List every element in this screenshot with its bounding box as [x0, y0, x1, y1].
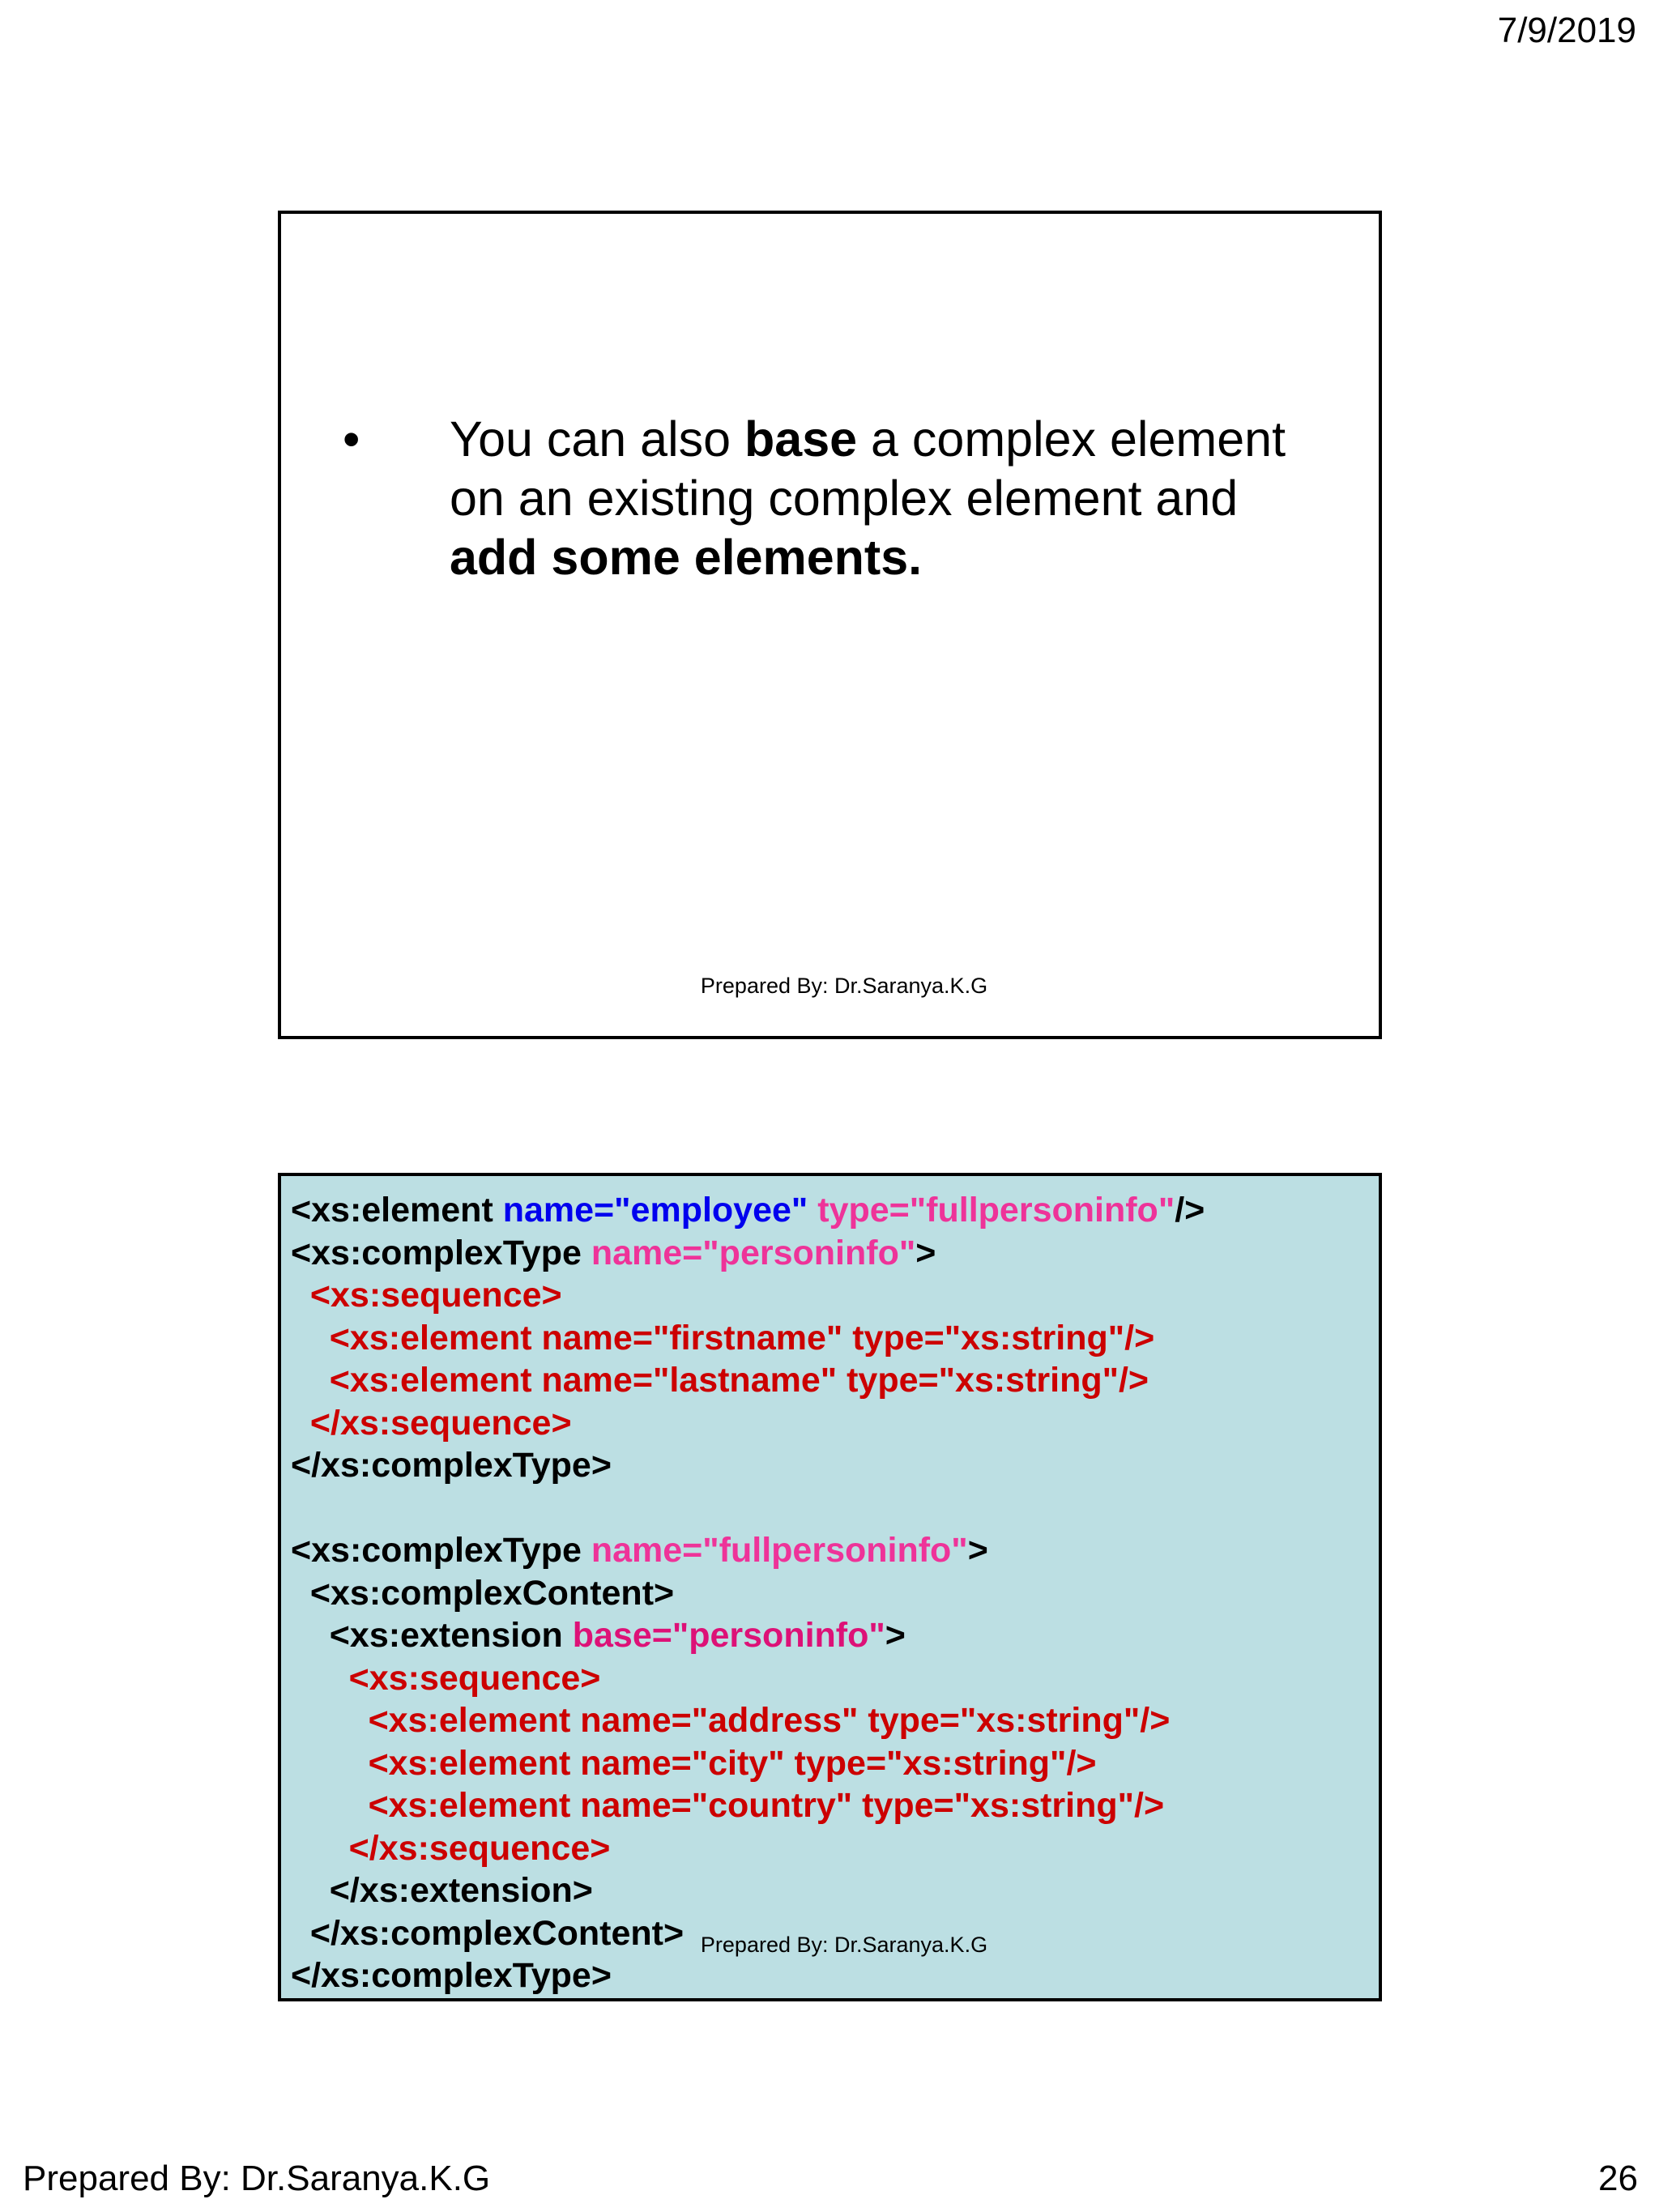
code-line	[291, 1487, 1205, 1530]
code-token: type="fullpersoninfo"	[817, 1191, 1175, 1230]
code-token: <xs:element name="firstname" type="xs:string"/>	[291, 1318, 1155, 1357]
code-line	[291, 1274, 1205, 1317]
code-token: <xs:complexType	[291, 1531, 591, 1570]
code-line	[291, 1657, 1205, 1700]
code-line	[291, 1572, 1205, 1615]
bullet-text-segment: You can also	[450, 411, 745, 467]
code-block	[291, 1189, 1205, 1997]
code-token: <xs:element name="city" type="xs:string"/>	[291, 1743, 1097, 1783]
code-token: </xs:complexType>	[291, 1956, 612, 1995]
slide-thumbnail-1	[278, 211, 1382, 1039]
code-token: <xs:sequence>	[291, 1658, 601, 1698]
code-token: </xs:sequence>	[291, 1828, 611, 1868]
code-token: <xs:element name="country" type="xs:string"/>	[291, 1786, 1165, 1825]
code-line	[291, 1869, 1205, 1912]
bullet-text-segment: a complex element on an existing complex element and	[450, 411, 1286, 526]
bullet-text-bold: base	[744, 411, 858, 467]
page-number: 26	[1598, 2159, 1638, 2198]
code-token: <xs:complexType	[291, 1233, 591, 1272]
bullet-text	[450, 410, 1315, 587]
code-token: <xs:element name="address" type="xs:string"/>	[291, 1701, 1171, 1740]
code-line	[291, 1827, 1205, 1870]
slide-footer: Prepared By: Dr.Saranya.K.G	[700, 974, 988, 998]
code-line	[291, 1402, 1205, 1445]
bullet-icon: •	[343, 411, 360, 467]
code-token: >	[967, 1531, 988, 1570]
code-line	[291, 1359, 1205, 1402]
code-token: name="employee"	[502, 1191, 818, 1230]
slide-thumbnail-2	[278, 1173, 1382, 2001]
code-token: </xs:complexContent>	[291, 1913, 684, 1953]
code-line	[291, 1954, 1205, 1997]
code-line	[291, 1232, 1205, 1275]
code-token: />	[1175, 1191, 1205, 1230]
code-line	[291, 1699, 1205, 1742]
code-line	[291, 1784, 1205, 1827]
slide-footer: Prepared By: Dr.Saranya.K.G	[700, 1933, 988, 1957]
bullet-text-bold: add some elements.	[450, 530, 923, 585]
code-line	[291, 1529, 1205, 1572]
page-date: 7/9/2019	[1497, 11, 1636, 50]
code-line	[291, 1444, 1205, 1487]
code-line	[291, 1742, 1205, 1785]
code-token: name="personinfo"	[591, 1233, 916, 1272]
code-token: <xs:complexContent>	[291, 1573, 675, 1613]
code-token: base="personinfo"	[572, 1616, 885, 1655]
code-token: </xs:extension>	[291, 1871, 593, 1910]
code-token: <xs:element	[291, 1191, 503, 1230]
page-footer: Prepared By: Dr.Saranya.K.G	[23, 2159, 491, 2198]
code-line	[291, 1189, 1205, 1232]
bullet-point	[343, 410, 1315, 587]
code-token: name="fullpersoninfo"	[591, 1531, 968, 1570]
code-line	[291, 1317, 1205, 1360]
code-token: >	[915, 1233, 936, 1272]
code-token: </xs:sequence>	[291, 1403, 572, 1443]
code-token: <xs:sequence>	[291, 1276, 562, 1315]
code-token: </xs:complexType>	[291, 1446, 612, 1485]
code-token: >	[885, 1616, 906, 1655]
code-token: <xs:element name="lastname" type="xs:string"/>	[291, 1361, 1149, 1400]
code-line	[291, 1614, 1205, 1657]
code-token: <xs:extension	[291, 1616, 573, 1655]
